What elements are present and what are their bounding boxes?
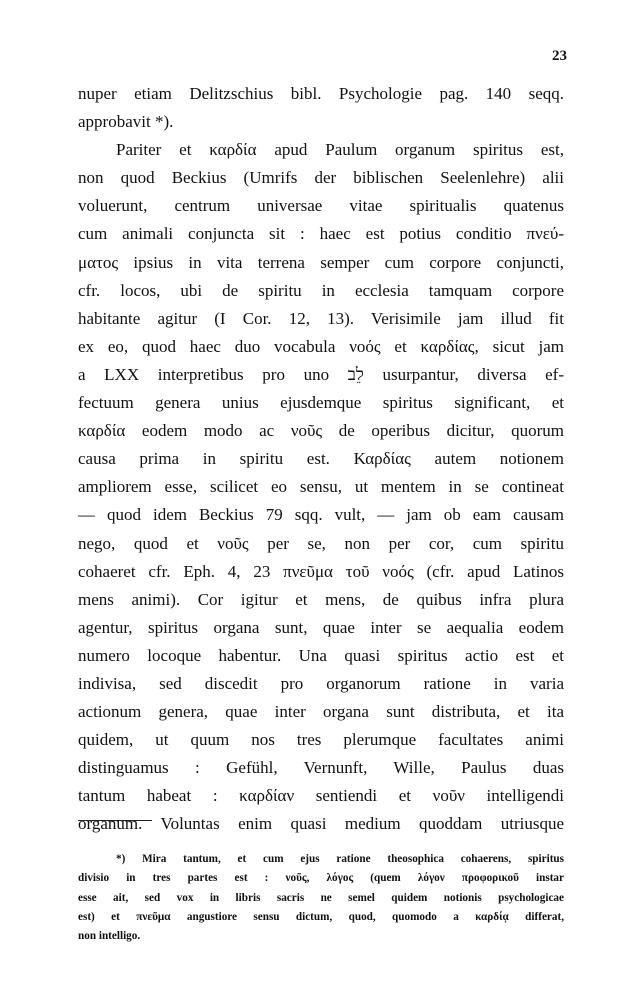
text-line: nego, quod et νοῦς per se, non per cor, cum spiritu — [78, 533, 564, 553]
text-line: ματος ipsius in vita terrena semper cum corpore conjuncti, — [78, 252, 564, 272]
text-line: causa prima in spiritu est. Καρδίας autem notionem — [78, 449, 564, 469]
text-line: cohaeret cfr. Eph. 4, 23 πνεῦμα τοῦ νοός (cfr. apud Latinos — [78, 561, 564, 581]
footnote-line: *) Mira tantum, et cum ejus ratione theosophica cohaerens, spiritus — [116, 853, 564, 865]
footnote-line: non intelligo. — [78, 930, 141, 943]
text-line: distinguamus : Gefühl, Vernunft, Wille, Paulus duas — [78, 758, 564, 778]
text-line: numero locoque habentur. Una quasi spiritus actio est et — [78, 645, 564, 665]
text-line: fectuum genera unius ejusdemque spiritus significant, et — [78, 393, 564, 413]
footnote-divider — [78, 820, 152, 821]
text-line: ex eo, quod haec duo vocabula νοός et καρδίας, sicut jam — [78, 336, 564, 356]
text-line: voluerunt, centrum universae vitae spiritualis quatenus — [78, 196, 564, 216]
text-line: nuper etiam Delitzschius bibl. Psychologie pag. 140 seqq. — [78, 84, 564, 103]
text-line: καρδία eodem modo ac νοῦς de operibus dicitur, quorum — [78, 421, 564, 441]
text-line: cfr. locos, ubi de spiritu in ecclesia tamquam corpore — [78, 280, 564, 300]
page-number: 23 — [552, 48, 567, 64]
text-line: habitante agitur (I Cor. 12, 13). Verisimile jam illud fit — [78, 308, 564, 328]
text-line: ampliorem esse, scilicet eo sensu, ut mentem in se contineat — [78, 477, 564, 497]
footnote-line: esse ait, sed vox in libris sacris ne semel quidem notionis psychologicae — [78, 891, 564, 904]
text-line: non quod Beckius (Umrifs der biblischen Seelenlehre) alii — [78, 168, 564, 188]
footnote — [78, 850, 564, 946]
text-line: approbavit *). — [78, 112, 174, 132]
text-line: Pariter et καρδία apud Paulum organum spiritus est, — [116, 140, 564, 160]
text-line: indivisa, sed discedit pro organorum ratione in varia — [78, 673, 564, 693]
text-line: a LXX interpretibus pro uno לֵב usurpantur, diversa ef- — [78, 364, 564, 384]
text-line: — quod idem Beckius 79 sqq. vult, — jam ob eam causam — [78, 505, 564, 525]
text-line: tantum habeat : καρδίαν sentiendi et νοῦν intelligendi — [78, 786, 564, 806]
footnote-line: est) et πνεῦμα angustiore sensu dictum, quod, quomodo a καρδίᾳ differat, — [78, 910, 564, 923]
text-line: mens animi). Cor igitur et mens, de quibus infra plura — [78, 589, 564, 609]
text-line: quidem, ut quum nos tres plerumque facultates animi — [78, 730, 564, 750]
text-line: actionum genera, quae inter organa sunt distributa, et ita — [78, 702, 564, 722]
footnote-line: divisio in tres partes est : νοῦς, λόγος (quem λόγον προφορικοῦ instar — [78, 872, 564, 885]
text-line: cum animali conjuncta sit : haec est potius conditio πνεύ- — [78, 224, 564, 244]
text-line: organum. Voluntas enim quasi medium quoddam utriusque — [78, 814, 564, 834]
main-text — [78, 80, 564, 839]
text-line: agentur, spiritus organa sunt, quae inter se aequalia eodem — [78, 617, 564, 637]
